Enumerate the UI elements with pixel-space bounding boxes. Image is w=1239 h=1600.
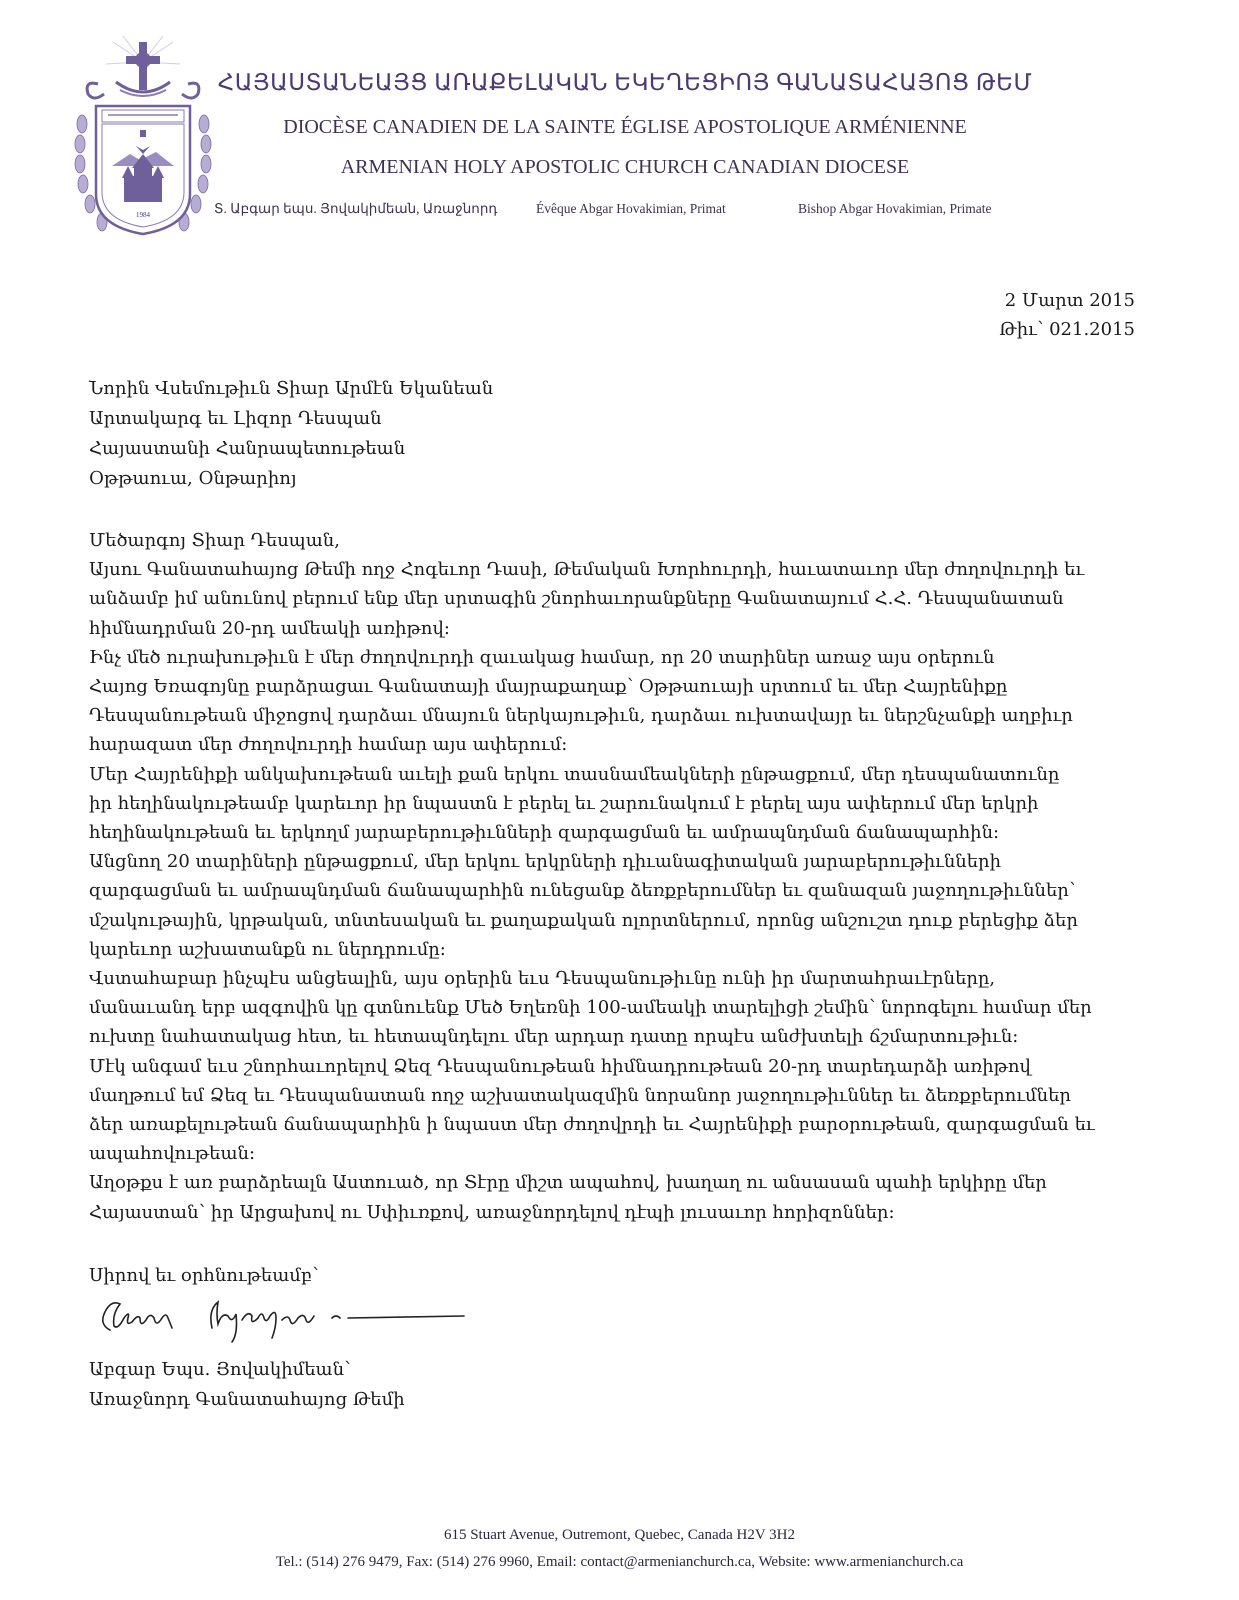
body-line: ուխտը նահատակաց հետ, եւ հետապնդելու մեր արդար դատը որպէս անժխտելի ճշմարտութիւն: <box>89 1026 1019 1048</box>
body-line: Աղօթքս է առ բարձրեալն Աստուած, որ Տէրը միշտ ապահով, խաղաղ ու անսասան պահի երկիրը մեր <box>89 1172 1047 1194</box>
body-line: հարազատ մեր ժողովուրդի համար այս ափերում: <box>89 734 568 756</box>
footer-contact: Tel.: (514) 276 9479, Fax: (514) 276 9960, Email: contact@armenianchurch.ca, Website: www.armenianchurch.ca <box>275 1554 964 1570</box>
diocese-title-armenian: ՀԱՅԱՍՏԱՆԵԱՅՑ ԱՌԱՔԵԼԱԿԱՆ ԵԿԵՂԵՑԻՈՅ ԳԱՆԱՏԱՀԱՅՈՑ ԹԵՄ <box>217 70 1033 95</box>
primate-name-armenian: Տ. Աբգար եպս. Յովակիմեան, Առաջնորդ <box>214 201 498 216</box>
reference-number: Թիւ՝ 021.2015 <box>999 319 1135 340</box>
body-line: Դեսպանութեան միջոցով դարձաւ մնայուն ներկայութիւն, դարձաւ ուխտավայր եւ ներշնչանքի աղբիւր <box>89 705 1073 727</box>
body-line: Այսու Գանատահայոց Թեմի ողջ Հոգեւոր Դասի, Թեմական Խորհուրդի, հաւատաւոր մեր ժողովուրդի եւ <box>89 559 1085 581</box>
body-line: մանաւանդ երբ ազգովին կը գտնուենք Մեծ Եղեռնի 100-ամեակի տարելիցի շեմին՝ նորոգելու համար մեր <box>89 997 1092 1019</box>
recipient-line: Արտակարգ եւ Լիզոր Դեսպան <box>89 408 382 429</box>
body-line: ձեր առաքելութեան ճանապարհին ի նպաստ մեր ժողովրդի եւ Հայրենիքի բարօրութեան, զարգացման եւ <box>89 1114 1095 1136</box>
body-line: Վստահաբար ինչպէս անցեալին, այս օրերին եւս Դեսպանութիւնը ունի իր մարտահրաւէրները, <box>89 968 996 990</box>
footer-address: 615 Stuart Avenue, Outremont, Quebec, Canada H2V 3H2 <box>443 1527 796 1543</box>
body-line: իր հեղինակութեամբ կարեւոր իր նպաստն է բերել եւ շարունակում է բերել այս ափերում մեր երկրի <box>89 792 1039 814</box>
body-line: Հայաստան՝ իր Արցախով ու Սփիւռքով, առաջնորդելով դէպի լուսաւոր հորիզոններ: <box>89 1201 895 1223</box>
body-line: Մէկ անգամ եւս շնորհաւորելով Ձեզ Դեսպանութեան հիմնադրութեան 20-րդ տարեդարձի առիթով <box>89 1055 1031 1077</box>
body-line: զարգացման եւ ամրապնդման ճանապարհին ունեցանք ձեռքբերումներ եւ զանազան յաջողութիւններ՝ <box>89 880 1076 902</box>
date-block <box>999 286 1135 344</box>
handwritten-signature-icon <box>92 1290 472 1350</box>
body-line: մաղթում եմ Ձեզ եւ Դեսպանատան ողջ աշխատակազմին նորանոր յաջողութիւններ եւ ձեռքբերումներ <box>89 1084 1071 1106</box>
body-line: Հայոց Եռագոյնը բարձրացաւ Գանատայի մայրաքաղաք՝ Օթթաուայի սրտում եւ մեր Հայրենիքը <box>89 676 1008 698</box>
diocese-crest-icon <box>68 34 218 244</box>
letterhead <box>0 0 1239 250</box>
body-line: հիմնադրման 20-րդ ամեակի առիթով: <box>89 617 450 639</box>
body-line: հեղինակութեան եւ երկողմ յարաբերութիւնների զարգացման եւ ամրապնդման ճանապարհին: <box>89 822 1000 844</box>
body-line: ապահովութեան: <box>89 1143 256 1165</box>
body-line: կարեւոր աշխատանքն ու ներդրումը: <box>89 938 446 960</box>
recipient-address <box>89 374 493 494</box>
diocese-title-english: ARMENIAN HOLY APOSTOLIC CHURCH CANADIAN DIOCESE <box>340 156 910 178</box>
letter-body <box>89 526 1149 1227</box>
body-line: անձամբ իմ անունով բերում ենք մեր սրտագին շնորհաւորանքները Գանատայում Հ.Հ. Դեսպանատան <box>89 588 1064 610</box>
primate-name-english: Bishop Abgar Hovakimian, Primate <box>798 201 992 216</box>
recipient-line: Հայաստանի Հանրապետութեան <box>89 438 406 459</box>
body-line: Ինչ մեծ ուրախութիւն է մեր ժողովուրդի զաւակաց համար, որ 20 տարիներ առաջ այս օրերուն <box>89 646 995 668</box>
signer-title: Առաջնորդ Գանատահայոց Թեմի <box>89 1389 405 1410</box>
salutation: Մեծարգոյ Տիար Դեսպան, <box>89 530 340 551</box>
body-line: Անցնող 20 տարիների ընթացքում, մեր երկու երկրների դիւանագիտական յարաբերութիւնների <box>89 851 1002 873</box>
signer-block <box>89 1355 405 1415</box>
body-line: մշակութային, կրթական, տնտեսական եւ քաղաքական ոլորտներում, որոնց անշուշտ դուք բերեցիք ձեր <box>89 909 1078 931</box>
primate-name-french: Évêque Abgar Hovakimian, Primat <box>536 201 726 216</box>
svg-text:1984: 1984 <box>136 211 150 219</box>
recipient-line: Օթթաուա, Օնթարիոյ <box>89 468 297 489</box>
signer-name: Աբգար Եպս. Յովակիմեան՝ <box>89 1359 351 1380</box>
recipient-line: Նորին Վսեմութիւն Տիար Արմէն Եկանեան <box>89 378 494 399</box>
body-line: Մեր Հայրենիքի անկախութեան աւելի քան երկու տասնամեակների ընթացքում, մեր դեսպանատունը <box>89 763 1060 785</box>
letter-date: 2 Մարտ 2015 <box>1004 290 1135 311</box>
valediction: Սիրով եւ օրհնութեամբ՝ <box>89 1265 319 1286</box>
diocese-title-french: DIOCÈSE CANADIEN DE LA SAINTE ÉGLISE APOSTOLIQUE ARMÉNIENNE <box>283 116 967 138</box>
